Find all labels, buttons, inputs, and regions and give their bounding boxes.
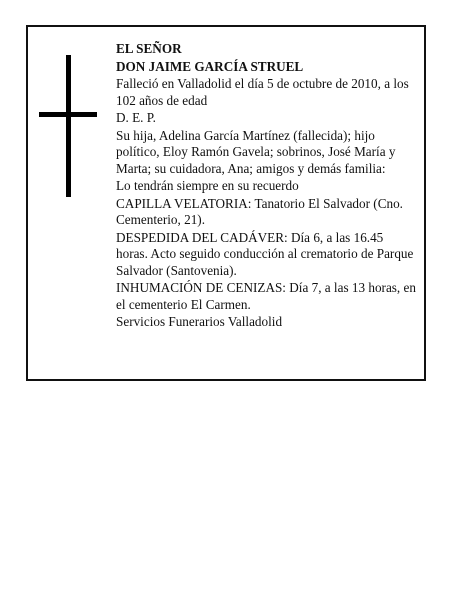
- farewell-info: DESPEDIDA DEL CADÁVER: Día 6, a las 16.45 horas. Acto seguido conducción al crematorio de Parque Salvador (Santovenia).: [116, 229, 414, 278]
- ashes-info: INHUMACIÓN DE CENIZAS: Día 7, a las 13 horas, en el cementerio El Carmen.: [116, 280, 416, 312]
- remembrance-line: Lo tendrán siempre en su recuerdo: [116, 178, 299, 194]
- obituary-notice: [26, 25, 426, 381]
- rest-in-peace: D. E. P.: [116, 110, 156, 126]
- chapel-info: CAPILLA VELATORIA: Tanatorio El Salvador (Cno. Cementerio, 21).: [116, 195, 403, 228]
- cross-vertical-bar: [66, 55, 71, 197]
- death-info: Falleció en Valladolid el día 5 de octubre de 2010, a los 102 años de edad: [116, 76, 409, 108]
- cross-icon: [39, 55, 97, 197]
- family-list: Su hija, Adelina García Martínez (fallecida); hijo político, Eloy Ramón Gavela; sobrinos, José María y Marta; su cuidadora, Ana; amigos y demás familia:: [116, 127, 396, 176]
- cross-horizontal-bar: [39, 112, 97, 117]
- deceased-name: DON JAIME GARCÍA STRUEL: [116, 58, 304, 74]
- funeral-services: Servicios Funerarios Valladolid: [116, 314, 283, 330]
- heading-title: EL SEÑOR: [116, 41, 182, 56]
- obituary-text: [116, 41, 418, 332]
